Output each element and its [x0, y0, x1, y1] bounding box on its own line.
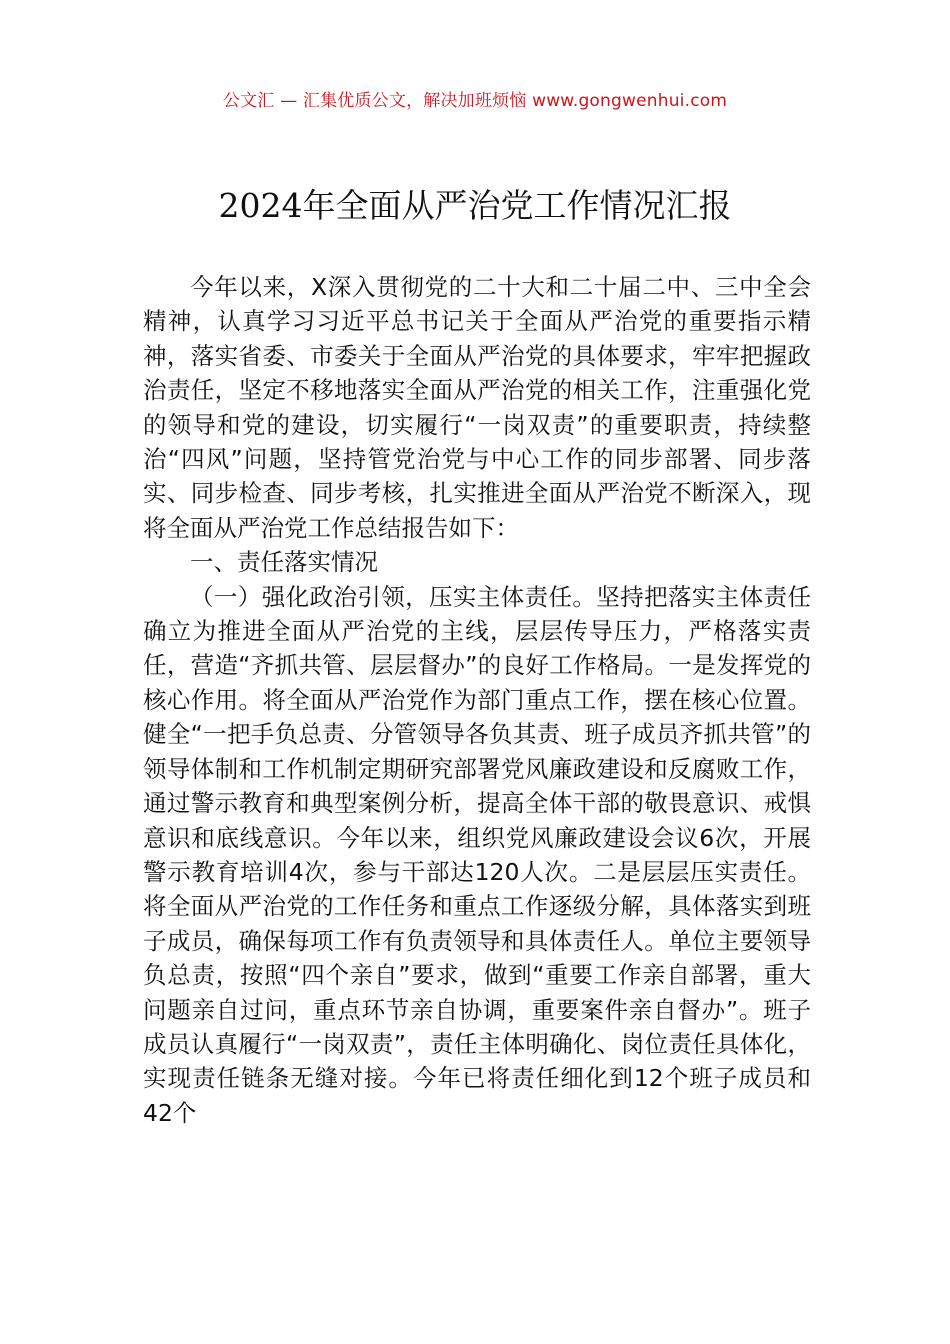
- paragraph-responsibility: （一）强化政治引领，压实主体责任。坚持把落实主体责任确立为推进全面从严治党的主线，层层传导压力，严格落实责任，营造“齐抓共管、层层督办”的良好工作格局。一是发挥党的核心作用。将全面从严治党作为部门重点工作，摆在核心位置。健全“一把手负总责、分管领导各负其责、班子成员齐抓共管”的领导体制和工作机制定期研究部署党风廉政建设和反腐败工作，通过警示教育和典型案例分析，提高全体干部的敬畏意识、戒惧意识和底线意识。今年以来，组织党风廉政建设会议6次，开展警示教育培训4次，参与干部达120人次。二是层层压实责任。将全面从严治党的工作任务和重点工作逐级分解，具体落实到班子成员，确保每项工作有负责领导和具体责任人。单位主要领导负总责，按照“四个亲自”要求，做到“重要工作亲自部署，重大问题亲自过问，重点环节亲自协调，重要案件亲自督办”。班子成员认真履行“一岗双责”，责任主体明确化、岗位责任具体化，实现责任链条无缝对接。今年已将责任细化到12个班子成员和42个: [143, 582, 811, 1127]
- document-body: [143, 270, 811, 1130]
- paragraph-intro: 今年以来，X深入贯彻党的二十大和二十届二中、三中全会精神，认真学习习近平总书记关于全面从严治党的重要指示精神，落实省委、市委关于全面从严治党的具体要求，牢牢把握政治责任，坚定不移地落实全面从严治党的相关工作，注重强化党的领导和党的建设，切实履行“一岗双责”的重要职责，持续整治“四风”问题，坚持管党治党与中心工作的同步部署、同步落实、同步检查、同步考核，扎实推进全面从严治党不断深入，现将全面从严治党工作总结报告如下：: [143, 273, 811, 542]
- document-title: 2024年全面从严治党工作情况汇报: [218, 186, 732, 225]
- header-banner: 公文汇 — 汇集优质公文，解决加班烦恼 www.gongwenhui.com: [222, 91, 728, 111]
- section-heading: 一、责任落实情况: [190, 548, 378, 577]
